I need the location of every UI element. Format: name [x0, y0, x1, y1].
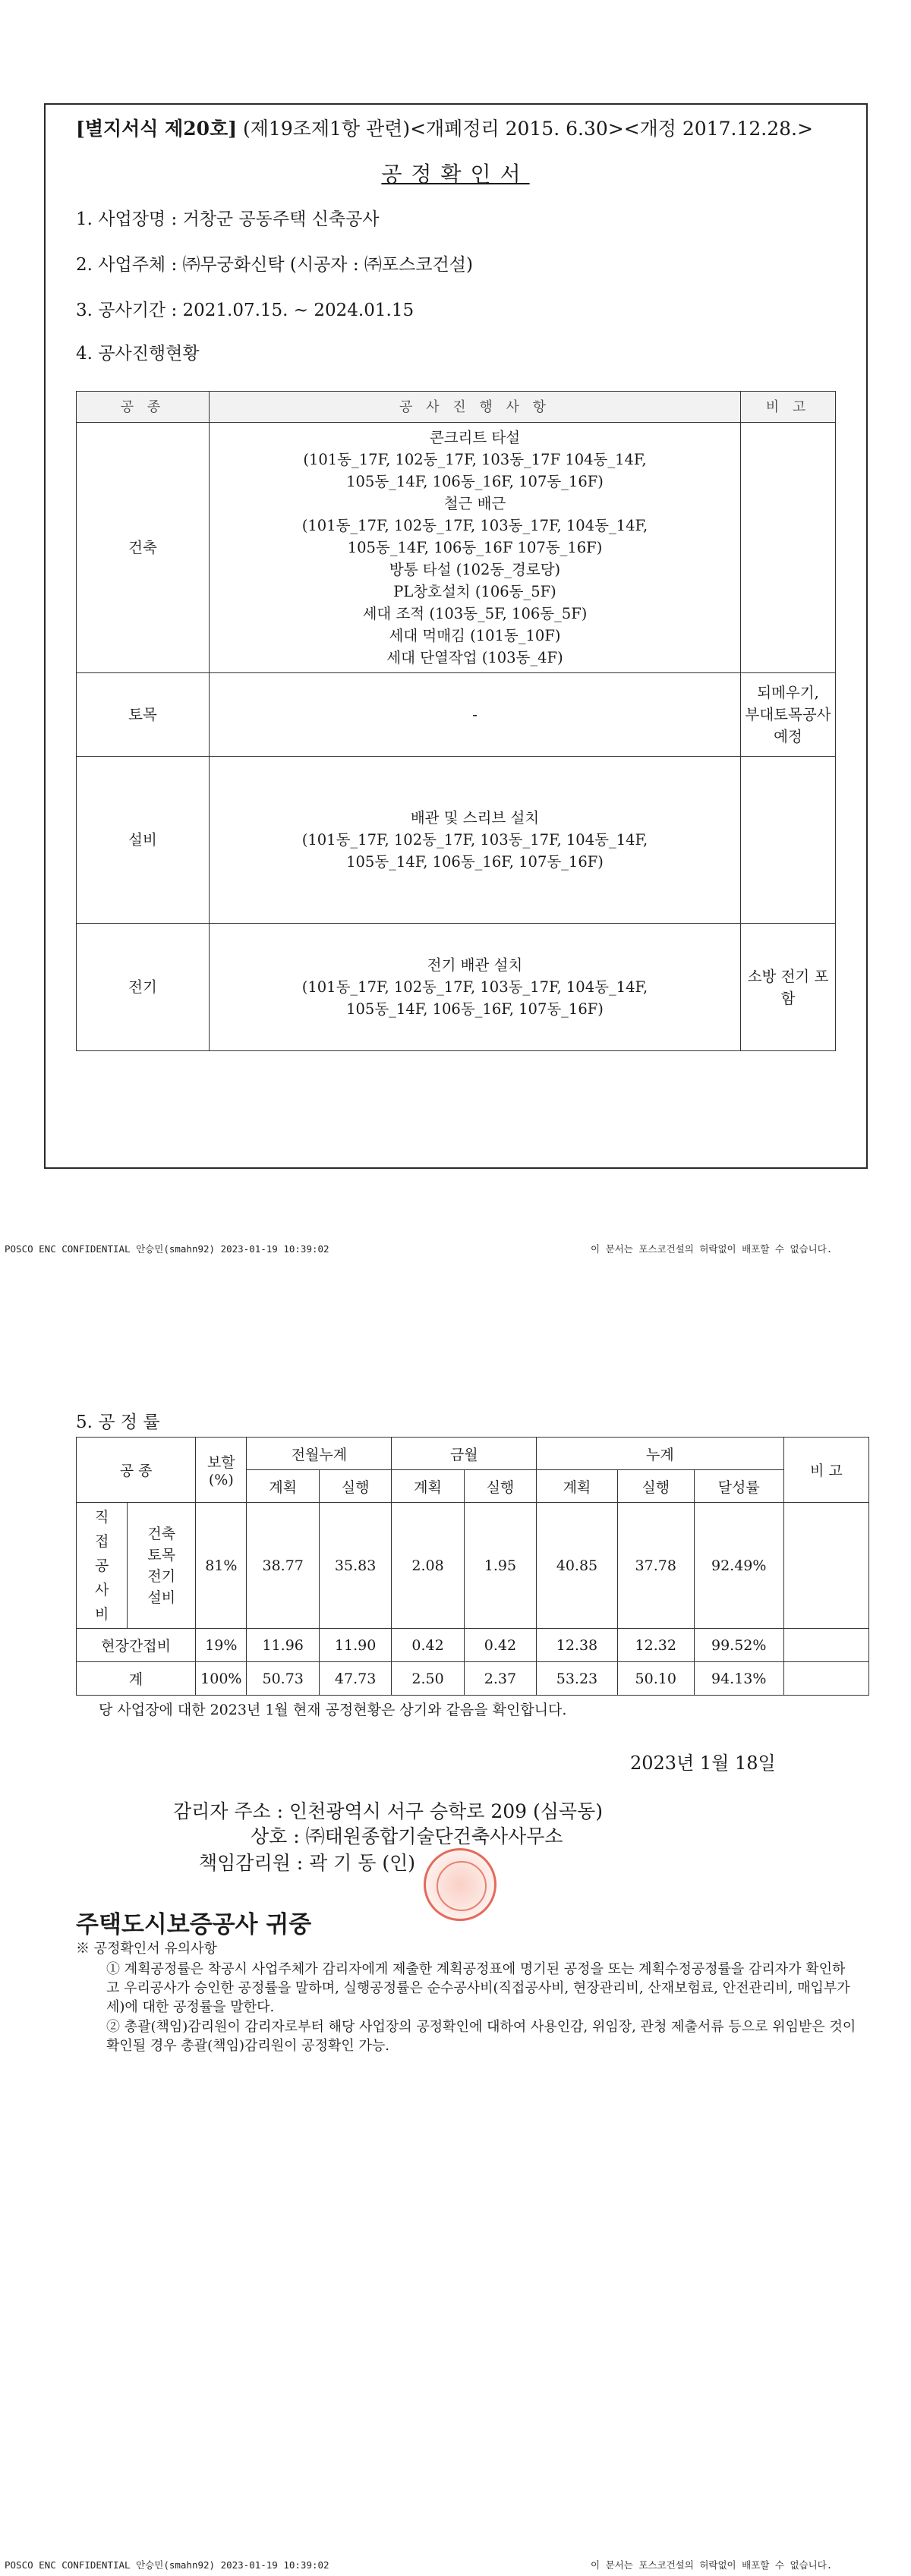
construction-period: 3. 공사기간 : 2021.07.15. ~ 2024.01.15	[76, 301, 415, 320]
prev-plan-cell: 11.96	[247, 1629, 319, 1662]
cum-actual-cell: 12.32	[617, 1629, 694, 1662]
curr-plan-cell: 0.42	[392, 1629, 464, 1662]
direct-cost-label	[77, 1503, 128, 1629]
progress-line: 105동_14F, 106동_16F, 107동_16F)	[346, 1000, 604, 1018]
direct-label-char: 사	[94, 1581, 109, 1598]
trade-cell: 토목	[77, 673, 210, 757]
progress-line: (101동_17F, 102동_17F, 103동_17F, 104동_14F,	[301, 978, 648, 996]
remark-line: 소방 전기 포함	[747, 967, 829, 1007]
prev-plan-cell: 50.73	[247, 1662, 319, 1696]
h-actual: 실행	[617, 1470, 694, 1503]
curr-plan-cell: 2.08	[392, 1503, 464, 1629]
subtype-label: 설비	[147, 1589, 176, 1606]
notes-title: ※ 공정확인서 유의사항	[76, 1941, 217, 1957]
remark-cell	[741, 423, 836, 673]
table-row	[77, 1629, 869, 1662]
curr-actual-cell: 1.95	[464, 1503, 536, 1629]
h-current-month: 금월	[392, 1438, 537, 1470]
cum-plan-cell: 53.23	[537, 1662, 618, 1696]
trade-cell: 전기	[77, 924, 210, 1051]
h-ratio: 보할 (%)	[196, 1438, 247, 1503]
note-item: ② 총괄(책임)감리원이 감리자로부터 해당 사업장의 공정확인에 대하여 사용인감, 위임장, 관청 제출서류 등으로 위임받은 것이 확인될 경우 총괄(책임)감리원이 공정확인 가능.	[106, 2019, 856, 2054]
table-row	[77, 924, 836, 1051]
progress-line: 배관 및 스리브 설치	[410, 809, 540, 827]
progress-cell	[210, 673, 741, 757]
progress-line: -	[472, 706, 478, 723]
page1-footer-left: POSCO ENC CONFIDENTIAL 안승민(smahn92) 2023-01-19 10:39:02	[5, 1243, 329, 1255]
cum-actual-cell: 37.78	[617, 1503, 694, 1629]
prev-actual-cell: 35.83	[319, 1503, 391, 1629]
ratio-cell: 81%	[196, 1503, 247, 1629]
ratio-cell: 19%	[196, 1629, 247, 1662]
prev-actual-cell: 47.73	[319, 1662, 391, 1696]
achievement-cell: 99.52%	[694, 1629, 783, 1662]
supervisor-address: 감리자 주소 : 인천광역시 서구 승학로 209 (심곡동)	[173, 1800, 603, 1822]
chief-supervisor: 책임감리원 : 곽 기 동 (인)	[199, 1852, 416, 1874]
table-row	[77, 423, 836, 673]
curr-plan-cell: 2.50	[392, 1662, 464, 1696]
h-remark: 비 고	[783, 1438, 868, 1503]
progress-line: 105동_14F, 106동_16F 107동_16F)	[347, 539, 603, 556]
confirmation-text: 당 사업장에 대한 2023년 1월 현재 공정현황은 상기와 같음을 확인합니다.	[99, 1702, 567, 1718]
direct-cost-subtypes	[128, 1503, 196, 1629]
subtype-label: 토목	[147, 1546, 176, 1564]
prev-plan-cell: 38.77	[247, 1503, 319, 1629]
page2-footer-right: 이 문서는 포스코건설의 허락없이 배포할 수 없습니다.	[591, 2559, 833, 2571]
progress-line: (101동_17F, 102동_17F, 103동_17F, 104동_14F,	[301, 831, 648, 849]
h-actual: 실행	[464, 1470, 536, 1503]
table-row	[77, 757, 836, 924]
direct-label-char: 공	[94, 1557, 109, 1574]
document-title-text: 공정확인서	[381, 162, 530, 187]
prev-actual-cell: 11.90	[319, 1629, 391, 1662]
progress-line: PL창호설치 (106동_5F)	[393, 583, 556, 600]
trade-cell: 설비	[77, 757, 210, 924]
site-name: 1. 사업장명 : 거창군 공동주택 신축공사	[76, 209, 380, 229]
page2-footer-left: POSCO ENC CONFIDENTIAL 안승민(smahn92) 2023-01-19 10:39:02	[5, 2559, 329, 2571]
note-item: ① 계획공정률은 착공시 사업주체가 감리자에게 제출한 계획공정표에 명기된 공정을 또는 계획수정공정률을 감리자가 확인하고 우리공사가 승인한 공정률을 말하며, 실행공정률은 순수공사비(직접공사비, 현장관리비, 산재보험료, 안전관리비, 매입부가세)에 대한 공정률을 말한다.	[106, 1961, 850, 2015]
h-plan: 계획	[392, 1470, 464, 1503]
cum-actual-cell: 50.10	[617, 1662, 694, 1696]
row-label: 계	[77, 1662, 196, 1696]
remark-cell	[741, 757, 836, 924]
progress-line: 세대 먹매김 (101동_10F)	[389, 627, 561, 644]
progress-cell	[210, 924, 741, 1051]
progress-line: 세대 단열작업 (103동_4F)	[386, 649, 563, 666]
progress-cell	[210, 757, 741, 924]
progress-line: (101동_17F, 102동_17F, 103동_17F 104동_14F,	[303, 451, 647, 468]
cum-plan-cell: 40.85	[537, 1503, 618, 1629]
header-progress: 공 사 진 행 사 항	[210, 392, 741, 423]
h-achievement: 달성률	[694, 1470, 783, 1503]
h-plan: 계획	[537, 1470, 618, 1503]
business-owner: 2. 사업주체 : ㈜무궁화신탁 (시공자 : ㈜포스코건설)	[76, 255, 473, 275]
remark-line: 예정	[774, 728, 802, 745]
progress-line: 105동_14F, 106동_16F, 107동_16F)	[346, 473, 604, 490]
achievement-cell: 92.49%	[694, 1503, 783, 1629]
progress-table-header	[77, 392, 836, 423]
trade-cell: 건축	[77, 423, 210, 673]
progress-heading: 4. 공사진행현황	[76, 344, 200, 364]
h-cumulative: 누계	[537, 1438, 784, 1470]
remark-line: 부대토목공사	[745, 706, 831, 723]
issue-date: 2023년 1월 18일	[630, 1752, 776, 1774]
h-prev-cumulative: 전월누계	[247, 1438, 392, 1470]
h-plan: 계획	[247, 1470, 319, 1503]
curr-actual-cell: 0.42	[464, 1629, 536, 1662]
remark-cell	[783, 1629, 868, 1662]
h-trade: 공 종	[77, 1438, 196, 1503]
remark-cell	[741, 673, 836, 757]
form-reference: (제19조제1항 관련)<개폐정리 2015. 6.30><개정 2017.12.28.>	[243, 118, 813, 140]
remark-cell	[783, 1503, 868, 1629]
cum-plan-cell: 12.38	[537, 1629, 618, 1662]
rate-header-row	[77, 1438, 869, 1470]
progress-rate-heading: 5. 공 정 률	[76, 1412, 160, 1432]
table-row	[77, 1662, 869, 1696]
subtype-label: 전기	[147, 1567, 176, 1585]
achievement-cell: 94.13%	[694, 1662, 783, 1696]
form-number: [별지서식 제20호]	[76, 118, 238, 140]
direct-label-char: 직	[94, 1508, 109, 1526]
form-header	[76, 114, 813, 141]
progress-table	[76, 391, 836, 1051]
row-label: 현장간접비	[77, 1629, 196, 1662]
h-actual: 실행	[319, 1470, 391, 1503]
curr-actual-cell: 2.37	[464, 1662, 536, 1696]
progress-line: (101동_17F, 102동_17F, 103동_17F, 104동_14F,	[301, 517, 648, 534]
direct-label-char: 비	[94, 1605, 109, 1623]
ratio-cell: 100%	[196, 1662, 247, 1696]
table-row	[77, 1503, 869, 1629]
progress-line: 콘크리트 타설	[429, 429, 521, 446]
remark-cell	[783, 1662, 868, 1696]
progress-line: 전기 배관 설치	[427, 956, 523, 974]
progress-rate-table	[76, 1437, 869, 1696]
progress-line: 세대 조적 (103동_5F, 106동_5F)	[362, 605, 588, 622]
progress-line: 철근 배근	[443, 495, 506, 512]
document-title	[0, 158, 911, 188]
table-row	[77, 673, 836, 757]
progress-line: 105동_14F, 106동_16F, 107동_16F)	[346, 853, 604, 871]
page1-footer-right: 이 문서는 포스코건설의 허락없이 배포할 수 없습니다.	[591, 1243, 833, 1255]
remark-line: 되메우기,	[757, 684, 819, 701]
company-seal-stamp	[424, 1848, 496, 1921]
recipient: 주택도시보증공사 귀중	[76, 1911, 312, 1938]
progress-cell	[210, 423, 741, 673]
header-remark: 비 고	[741, 392, 836, 423]
progress-line: 방통 타설 (102동_경로당)	[389, 561, 561, 578]
direct-label-char: 접	[94, 1532, 109, 1550]
header-trade: 공 종	[77, 392, 210, 423]
subtype-label: 건축	[147, 1525, 176, 1542]
supervisor-company: 상호 : ㈜태원종합기술단건축사사무소	[251, 1825, 563, 1847]
remark-cell	[741, 924, 836, 1051]
